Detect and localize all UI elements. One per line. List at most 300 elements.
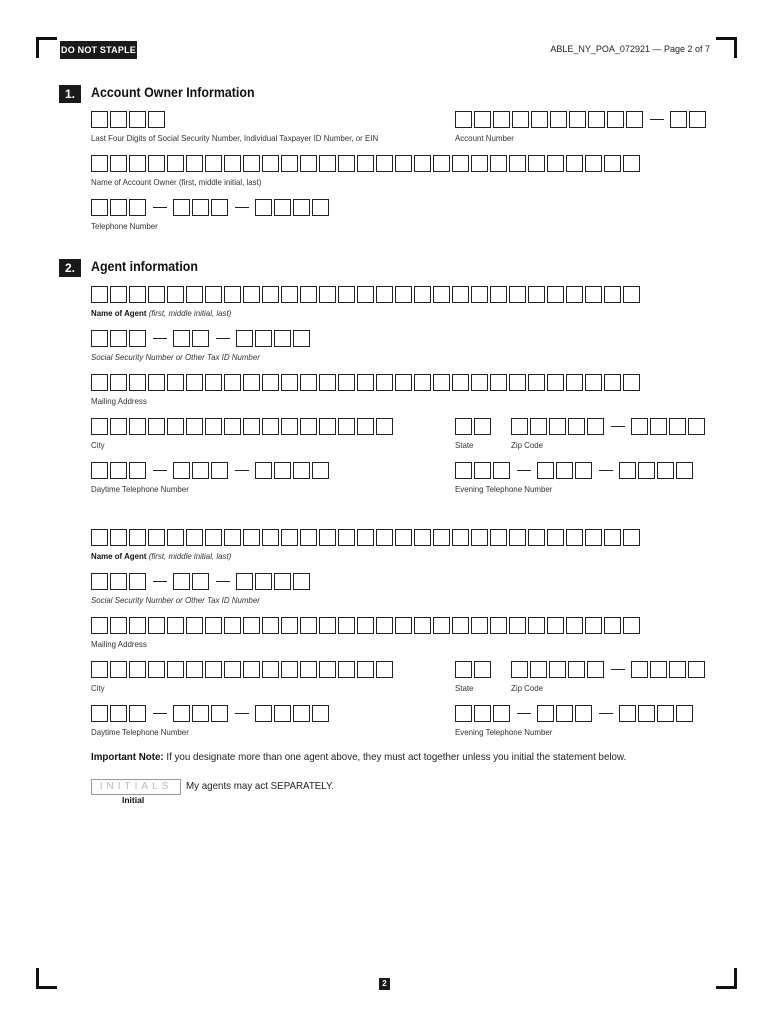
character-box[interactable] — [129, 529, 146, 546]
character-box[interactable] — [192, 330, 209, 347]
character-box[interactable] — [129, 617, 146, 634]
agent-2-zip-field[interactable] — [511, 660, 707, 679]
character-box[interactable] — [129, 462, 146, 479]
character-box[interactable] — [604, 617, 621, 634]
character-box[interactable] — [471, 617, 488, 634]
character-box[interactable] — [547, 374, 564, 391]
character-box[interactable] — [493, 111, 510, 128]
character-box[interactable] — [531, 111, 548, 128]
character-box[interactable] — [91, 111, 108, 128]
character-box[interactable] — [338, 286, 355, 303]
character-box[interactable] — [493, 705, 510, 722]
character-box[interactable] — [148, 286, 165, 303]
character-box[interactable] — [312, 462, 329, 479]
character-box[interactable] — [509, 529, 526, 546]
character-box[interactable] — [638, 705, 655, 722]
character-box[interactable] — [224, 418, 241, 435]
agent-1-city-field[interactable] — [91, 417, 395, 436]
character-box[interactable] — [91, 374, 108, 391]
character-box[interactable] — [281, 529, 298, 546]
character-box[interactable] — [512, 111, 529, 128]
character-box[interactable] — [670, 111, 687, 128]
character-box[interactable] — [300, 286, 317, 303]
character-box[interactable] — [167, 617, 184, 634]
character-box[interactable] — [471, 286, 488, 303]
character-box[interactable] — [91, 155, 108, 172]
character-box[interactable] — [669, 661, 686, 678]
character-box[interactable] — [224, 529, 241, 546]
character-box[interactable] — [167, 418, 184, 435]
character-box[interactable] — [631, 661, 648, 678]
character-box[interactable] — [281, 286, 298, 303]
character-box[interactable] — [205, 286, 222, 303]
character-box[interactable] — [433, 286, 450, 303]
character-box[interactable] — [511, 661, 528, 678]
character-box[interactable] — [110, 330, 127, 347]
character-box[interactable] — [262, 374, 279, 391]
character-box[interactable] — [657, 705, 674, 722]
character-box[interactable] — [338, 617, 355, 634]
character-box[interactable] — [604, 374, 621, 391]
character-box[interactable] — [338, 529, 355, 546]
character-box[interactable] — [549, 661, 566, 678]
agent-1-eve-phone-field[interactable] — [455, 461, 695, 480]
character-box[interactable] — [91, 661, 108, 678]
agent-1-state-field[interactable] — [455, 417, 493, 436]
character-box[interactable] — [566, 617, 583, 634]
character-box[interactable] — [110, 617, 127, 634]
character-box[interactable] — [585, 529, 602, 546]
character-box[interactable] — [376, 374, 393, 391]
character-box[interactable] — [490, 286, 507, 303]
character-box[interactable] — [243, 617, 260, 634]
character-box[interactable] — [312, 199, 329, 216]
character-box[interactable] — [376, 286, 393, 303]
character-box[interactable] — [547, 617, 564, 634]
character-box[interactable] — [293, 462, 310, 479]
character-box[interactable] — [414, 286, 431, 303]
character-box[interactable] — [566, 286, 583, 303]
character-box[interactable] — [110, 374, 127, 391]
character-box[interactable] — [293, 199, 310, 216]
character-box[interactable] — [474, 462, 491, 479]
character-box[interactable] — [455, 705, 472, 722]
character-box[interactable] — [236, 573, 253, 590]
character-box[interactable] — [110, 418, 127, 435]
agent-1-ssn-field[interactable] — [91, 329, 312, 348]
character-box[interactable] — [395, 155, 412, 172]
character-box[interactable] — [338, 155, 355, 172]
character-box[interactable] — [91, 199, 108, 216]
character-box[interactable] — [587, 418, 604, 435]
character-box[interactable] — [547, 286, 564, 303]
character-box[interactable] — [173, 330, 190, 347]
agent-2-day-phone-field[interactable] — [91, 704, 331, 723]
character-box[interactable] — [110, 286, 127, 303]
character-box[interactable] — [357, 617, 374, 634]
character-box[interactable] — [224, 374, 241, 391]
character-box[interactable] — [281, 155, 298, 172]
character-box[interactable] — [669, 418, 686, 435]
character-box[interactable] — [455, 418, 472, 435]
character-box[interactable] — [205, 661, 222, 678]
character-box[interactable] — [433, 155, 450, 172]
character-box[interactable] — [650, 418, 667, 435]
character-box[interactable] — [319, 155, 336, 172]
character-box[interactable] — [471, 529, 488, 546]
character-box[interactable] — [255, 573, 272, 590]
character-box[interactable] — [623, 529, 640, 546]
character-box[interactable] — [173, 705, 190, 722]
character-box[interactable] — [129, 111, 146, 128]
character-box[interactable] — [192, 705, 209, 722]
character-box[interactable] — [433, 374, 450, 391]
character-box[interactable] — [452, 155, 469, 172]
character-box[interactable] — [243, 661, 260, 678]
character-box[interactable] — [91, 330, 108, 347]
character-box[interactable] — [395, 529, 412, 546]
character-box[interactable] — [547, 529, 564, 546]
character-box[interactable] — [274, 573, 291, 590]
character-box[interactable] — [300, 374, 317, 391]
character-box[interactable] — [192, 199, 209, 216]
character-box[interactable] — [205, 374, 222, 391]
character-box[interactable] — [376, 617, 393, 634]
character-box[interactable] — [255, 199, 272, 216]
character-box[interactable] — [224, 286, 241, 303]
character-box[interactable] — [587, 661, 604, 678]
character-box[interactable] — [547, 155, 564, 172]
agent-2-address-field[interactable] — [91, 616, 642, 635]
character-box[interactable] — [511, 418, 528, 435]
character-box[interactable] — [509, 286, 526, 303]
character-box[interactable] — [186, 661, 203, 678]
character-box[interactable] — [474, 111, 491, 128]
character-box[interactable] — [281, 374, 298, 391]
character-box[interactable] — [148, 111, 165, 128]
character-box[interactable] — [509, 155, 526, 172]
character-box[interactable] — [281, 661, 298, 678]
character-box[interactable] — [293, 330, 310, 347]
character-box[interactable] — [471, 374, 488, 391]
agent-2-name-field[interactable] — [91, 528, 642, 547]
character-box[interactable] — [255, 330, 272, 347]
character-box[interactable] — [148, 374, 165, 391]
character-box[interactable] — [528, 617, 545, 634]
character-box[interactable] — [319, 661, 336, 678]
character-box[interactable] — [224, 155, 241, 172]
character-box[interactable] — [110, 529, 127, 546]
agent-1-name-field[interactable] — [91, 285, 642, 304]
character-box[interactable] — [676, 462, 693, 479]
character-box[interactable] — [566, 374, 583, 391]
character-box[interactable] — [626, 111, 643, 128]
character-box[interactable] — [167, 286, 184, 303]
character-box[interactable] — [376, 418, 393, 435]
character-box[interactable] — [319, 529, 336, 546]
character-box[interactable] — [300, 617, 317, 634]
character-box[interactable] — [129, 374, 146, 391]
character-box[interactable] — [110, 199, 127, 216]
character-box[interactable] — [471, 155, 488, 172]
character-box[interactable] — [167, 155, 184, 172]
character-box[interactable] — [490, 374, 507, 391]
character-box[interactable] — [312, 705, 329, 722]
character-box[interactable] — [528, 529, 545, 546]
character-box[interactable] — [129, 705, 146, 722]
character-box[interactable] — [414, 374, 431, 391]
character-box[interactable] — [650, 661, 667, 678]
character-box[interactable] — [688, 418, 705, 435]
character-box[interactable] — [110, 111, 127, 128]
character-box[interactable] — [556, 462, 573, 479]
character-box[interactable] — [537, 705, 554, 722]
character-box[interactable] — [569, 111, 586, 128]
character-box[interactable] — [110, 661, 127, 678]
character-box[interactable] — [566, 529, 583, 546]
character-box[interactable] — [262, 155, 279, 172]
character-box[interactable] — [110, 462, 127, 479]
character-box[interactable] — [262, 661, 279, 678]
character-box[interactable] — [493, 462, 510, 479]
character-box[interactable] — [205, 529, 222, 546]
character-box[interactable] — [490, 155, 507, 172]
character-box[interactable] — [568, 418, 585, 435]
character-box[interactable] — [186, 374, 203, 391]
character-box[interactable] — [148, 529, 165, 546]
character-box[interactable] — [186, 529, 203, 546]
character-box[interactable] — [585, 286, 602, 303]
character-box[interactable] — [395, 374, 412, 391]
character-box[interactable] — [455, 661, 472, 678]
character-box[interactable] — [255, 462, 272, 479]
character-box[interactable] — [585, 155, 602, 172]
character-box[interactable] — [110, 705, 127, 722]
character-box[interactable] — [357, 661, 374, 678]
character-box[interactable] — [224, 661, 241, 678]
character-box[interactable] — [575, 705, 592, 722]
character-box[interactable] — [657, 462, 674, 479]
initials-field[interactable]: INITIALS — [91, 779, 181, 795]
character-box[interactable] — [619, 462, 636, 479]
character-box[interactable] — [167, 529, 184, 546]
character-box[interactable] — [224, 617, 241, 634]
character-box[interactable] — [452, 617, 469, 634]
character-box[interactable] — [537, 462, 554, 479]
character-box[interactable] — [455, 111, 472, 128]
character-box[interactable] — [192, 573, 209, 590]
character-box[interactable] — [490, 617, 507, 634]
character-box[interactable] — [91, 529, 108, 546]
character-box[interactable] — [192, 462, 209, 479]
character-box[interactable] — [414, 617, 431, 634]
character-box[interactable] — [357, 374, 374, 391]
owner-name-field[interactable] — [91, 154, 642, 173]
character-box[interactable] — [274, 330, 291, 347]
character-box[interactable] — [129, 573, 146, 590]
character-box[interactable] — [173, 573, 190, 590]
character-box[interactable] — [186, 286, 203, 303]
character-box[interactable] — [236, 330, 253, 347]
character-box[interactable] — [452, 529, 469, 546]
owner-phone-field[interactable] — [91, 198, 331, 217]
character-box[interactable] — [474, 418, 491, 435]
character-box[interactable] — [173, 199, 190, 216]
character-box[interactable] — [414, 529, 431, 546]
character-box[interactable] — [148, 155, 165, 172]
character-box[interactable] — [566, 155, 583, 172]
character-box[interactable] — [91, 286, 108, 303]
agent-2-ssn-field[interactable] — [91, 572, 312, 591]
character-box[interactable] — [604, 529, 621, 546]
character-box[interactable] — [631, 418, 648, 435]
character-box[interactable] — [528, 286, 545, 303]
character-box[interactable] — [433, 529, 450, 546]
character-box[interactable] — [623, 286, 640, 303]
character-box[interactable] — [129, 286, 146, 303]
character-box[interactable] — [530, 418, 547, 435]
character-box[interactable] — [129, 199, 146, 216]
character-box[interactable] — [262, 286, 279, 303]
character-box[interactable] — [530, 661, 547, 678]
character-box[interactable] — [568, 661, 585, 678]
character-box[interactable] — [243, 286, 260, 303]
agent-2-state-field[interactable] — [455, 660, 493, 679]
character-box[interactable] — [129, 155, 146, 172]
character-box[interactable] — [357, 529, 374, 546]
character-box[interactable] — [91, 418, 108, 435]
character-box[interactable] — [319, 286, 336, 303]
character-box[interactable] — [319, 617, 336, 634]
character-box[interactable] — [262, 617, 279, 634]
character-box[interactable] — [474, 705, 491, 722]
character-box[interactable] — [129, 330, 146, 347]
character-box[interactable] — [585, 374, 602, 391]
character-box[interactable] — [300, 155, 317, 172]
character-box[interactable] — [319, 418, 336, 435]
character-box[interactable] — [509, 617, 526, 634]
character-box[interactable] — [549, 418, 566, 435]
character-box[interactable] — [619, 705, 636, 722]
character-box[interactable] — [452, 286, 469, 303]
character-box[interactable] — [689, 111, 706, 128]
character-box[interactable] — [205, 155, 222, 172]
character-box[interactable] — [357, 418, 374, 435]
character-box[interactable] — [474, 661, 491, 678]
character-box[interactable] — [148, 661, 165, 678]
character-box[interactable] — [604, 286, 621, 303]
character-box[interactable] — [338, 374, 355, 391]
character-box[interactable] — [357, 155, 374, 172]
character-box[interactable] — [319, 374, 336, 391]
character-box[interactable] — [338, 661, 355, 678]
character-box[interactable] — [243, 374, 260, 391]
character-box[interactable] — [274, 705, 291, 722]
character-box[interactable] — [110, 155, 127, 172]
character-box[interactable] — [575, 462, 592, 479]
agent-2-city-field[interactable] — [91, 660, 395, 679]
character-box[interactable] — [129, 418, 146, 435]
character-box[interactable] — [550, 111, 567, 128]
character-box[interactable] — [243, 529, 260, 546]
account-number-field[interactable] — [455, 110, 708, 129]
character-box[interactable] — [490, 529, 507, 546]
character-box[interactable] — [148, 617, 165, 634]
character-box[interactable] — [262, 418, 279, 435]
character-box[interactable] — [604, 155, 621, 172]
character-box[interactable] — [623, 155, 640, 172]
character-box[interactable] — [281, 418, 298, 435]
character-box[interactable] — [255, 705, 272, 722]
character-box[interactable] — [211, 199, 228, 216]
character-box[interactable] — [376, 529, 393, 546]
character-box[interactable] — [638, 462, 655, 479]
character-box[interactable] — [205, 418, 222, 435]
character-box[interactable] — [293, 573, 310, 590]
character-box[interactable] — [607, 111, 624, 128]
character-box[interactable] — [91, 705, 108, 722]
owner-ssn-last4-field[interactable] — [91, 110, 167, 129]
character-box[interactable] — [338, 418, 355, 435]
character-box[interactable] — [91, 462, 108, 479]
character-box[interactable] — [148, 418, 165, 435]
character-box[interactable] — [110, 573, 127, 590]
character-box[interactable] — [688, 661, 705, 678]
character-box[interactable] — [243, 155, 260, 172]
character-box[interactable] — [623, 617, 640, 634]
character-box[interactable] — [509, 374, 526, 391]
character-box[interactable] — [293, 705, 310, 722]
character-box[interactable] — [262, 529, 279, 546]
character-box[interactable] — [205, 617, 222, 634]
character-box[interactable] — [395, 286, 412, 303]
character-box[interactable] — [585, 617, 602, 634]
character-box[interactable] — [455, 462, 472, 479]
character-box[interactable] — [274, 462, 291, 479]
character-box[interactable] — [623, 374, 640, 391]
character-box[interactable] — [528, 374, 545, 391]
character-box[interactable] — [186, 617, 203, 634]
character-box[interactable] — [186, 418, 203, 435]
character-box[interactable] — [91, 573, 108, 590]
character-box[interactable] — [452, 374, 469, 391]
character-box[interactable] — [129, 661, 146, 678]
character-box[interactable] — [414, 155, 431, 172]
character-box[interactable] — [243, 418, 260, 435]
character-box[interactable] — [300, 661, 317, 678]
character-box[interactable] — [281, 617, 298, 634]
character-box[interactable] — [376, 155, 393, 172]
character-box[interactable] — [357, 286, 374, 303]
character-box[interactable] — [528, 155, 545, 172]
character-box[interactable] — [91, 617, 108, 634]
character-box[interactable] — [588, 111, 605, 128]
agent-2-eve-phone-field[interactable] — [455, 704, 695, 723]
character-box[interactable] — [186, 155, 203, 172]
character-box[interactable] — [300, 418, 317, 435]
character-box[interactable] — [167, 374, 184, 391]
agent-1-day-phone-field[interactable] — [91, 461, 331, 480]
character-box[interactable] — [556, 705, 573, 722]
character-box[interactable] — [274, 199, 291, 216]
character-box[interactable] — [173, 462, 190, 479]
agent-1-address-field[interactable] — [91, 373, 642, 392]
character-box[interactable] — [167, 661, 184, 678]
character-box[interactable] — [676, 705, 693, 722]
character-box[interactable] — [395, 617, 412, 634]
character-box[interactable] — [211, 462, 228, 479]
character-box[interactable] — [433, 617, 450, 634]
